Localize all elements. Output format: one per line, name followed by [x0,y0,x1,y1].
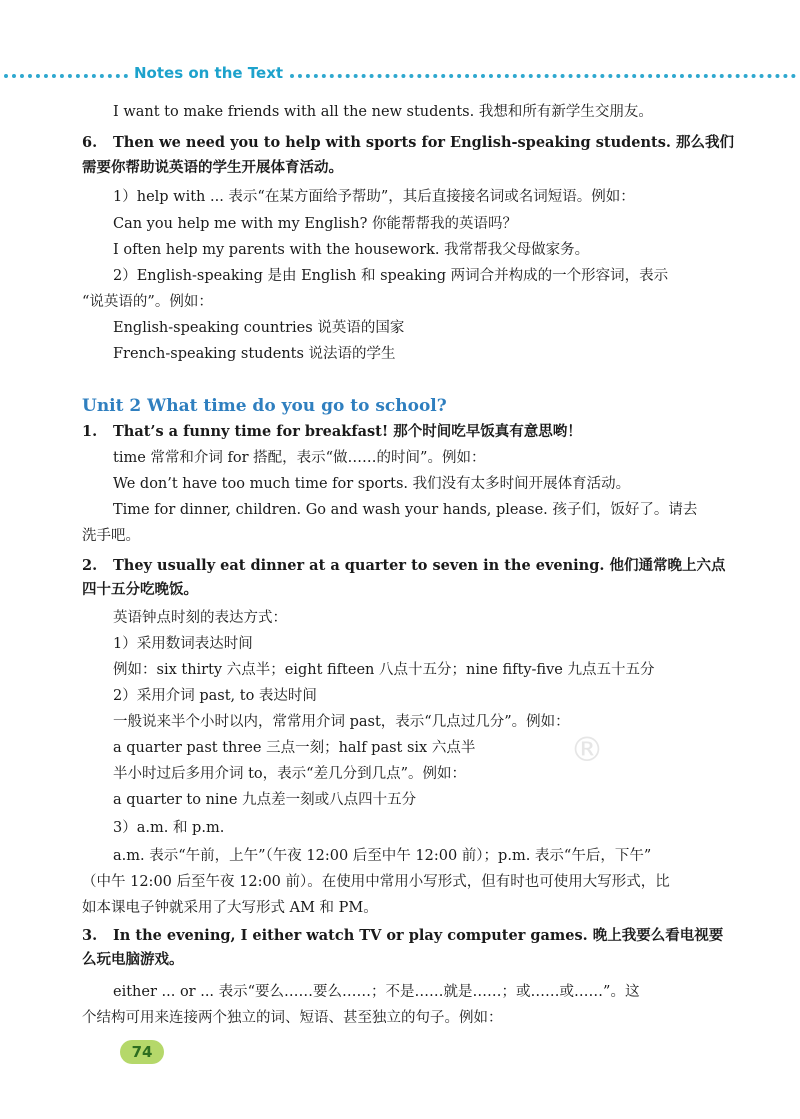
note-paragraph: 2）采用介词 past, to 表达时间 [113,688,317,704]
note-paragraph: 1）help with ... 表示“在某方面给予帮助”，其后直接接名词或名词短语。例如： [113,189,635,205]
example-line: We don’t have too much time for sports. 我们没有太多时间开展体育活动。 [113,476,631,492]
example-line: a quarter to nine 九点差一刻或八点四十五分 [113,792,417,808]
page-number-badge: 74 [120,1040,164,1064]
note-paragraph-cont: 个结构可用来连接两个独立的词、短语、甚至独立的句子。例如： [82,1010,503,1026]
item-number: 1. [82,423,98,440]
note-paragraph: either ... or ... 表示“要么……要么……；不是……就是……；或……或……”。这 [113,984,640,1000]
intro-line: I want to make friends with all the new students. 我想和所有新学生交朋友。 [113,104,653,120]
example-line: I often help my parents with the housework. 我常帮我父母做家务。 [113,242,590,258]
note-paragraph: 英语钟点时刻的表达方式： [113,610,287,626]
note-paragraph: 半小时过后多用介词 to，表示“差几分到几点”。例如： [113,766,466,782]
example-line-cont: 洗手吧。 [82,528,140,544]
header-dots-right [290,74,796,78]
note-paragraph-cont: （中午 12:00 后至午夜 12:00 前）。在使用中常用小写形式，但有时也可使用大写形式，比 [82,874,670,890]
example-line: Can you help me with my English? 你能帮帮我的英语吗？ [113,216,517,232]
note-paragraph: time 常常和介词 for 搭配，表示“做……的时间”。例如： [113,450,486,466]
item-title-cont: 需要你帮助说英语的学生开展体育活动。 [82,159,343,176]
item-title-cont: 四十五分吃晚饭。 [82,581,198,598]
example-line: French-speaking students 说法语的学生 [113,346,396,362]
header-dots-left [4,74,128,78]
item-title-cont: 么玩电脑游戏。 [82,951,184,968]
note-paragraph: 1）采用数词表达时间 [113,636,253,652]
item-title: They usually eat dinner at a quarter to seven in the evening. 他们通常晚上六点 [113,557,726,574]
note-paragraph: 3）a.m. 和 p.m. [113,820,225,836]
example-line: English-speaking countries 说英语的国家 [113,320,405,336]
example-line: 例如：six thirty 六点半；eight fifteen 八点十五分；nine fifty-five 九点五十五分 [113,662,655,678]
note-paragraph: a.m. 表示“午前，上午”（午夜 12:00 后至中午 12:00 前）；p.m. 表示“午后，下午” [113,848,652,864]
unit-heading: Unit 2 What time do you go to school? [82,396,447,416]
item-title: Then we need you to help with sports for English-speaking students. 那么我们 [113,134,734,151]
item-title: That’s a funny time for breakfast! 那个时间吃早饭真有意思哟！ [113,423,582,440]
note-paragraph: 2）English-speaking 是由 English 和 speaking 两词合并构成的一个形容词，表示 [113,268,669,284]
item-title: In the evening, I either watch TV or play computer games. 晚上我要么看电视要 [113,927,724,944]
item-number: 3. [82,927,98,944]
watermark-mark: ® [570,730,604,770]
item-number: 6. [82,134,98,151]
running-header [0,62,800,88]
example-line: Time for dinner, children. Go and wash your hands, please. 孩子们，饭好了。请去 [113,502,698,518]
note-paragraph: 一般说来半个小时以内，常常用介词 past，表示“几点过几分”。例如： [113,714,570,730]
item-number: 2. [82,557,98,574]
header-title: Notes on the Text [134,64,284,82]
note-paragraph-cont: 如本课电子钟就采用了大写形式 AM 和 PM。 [82,900,378,916]
example-line: a quarter past three 三点一刻；half past six 六点半 [113,740,476,756]
note-paragraph-cont: “说英语的”。例如： [82,294,213,310]
